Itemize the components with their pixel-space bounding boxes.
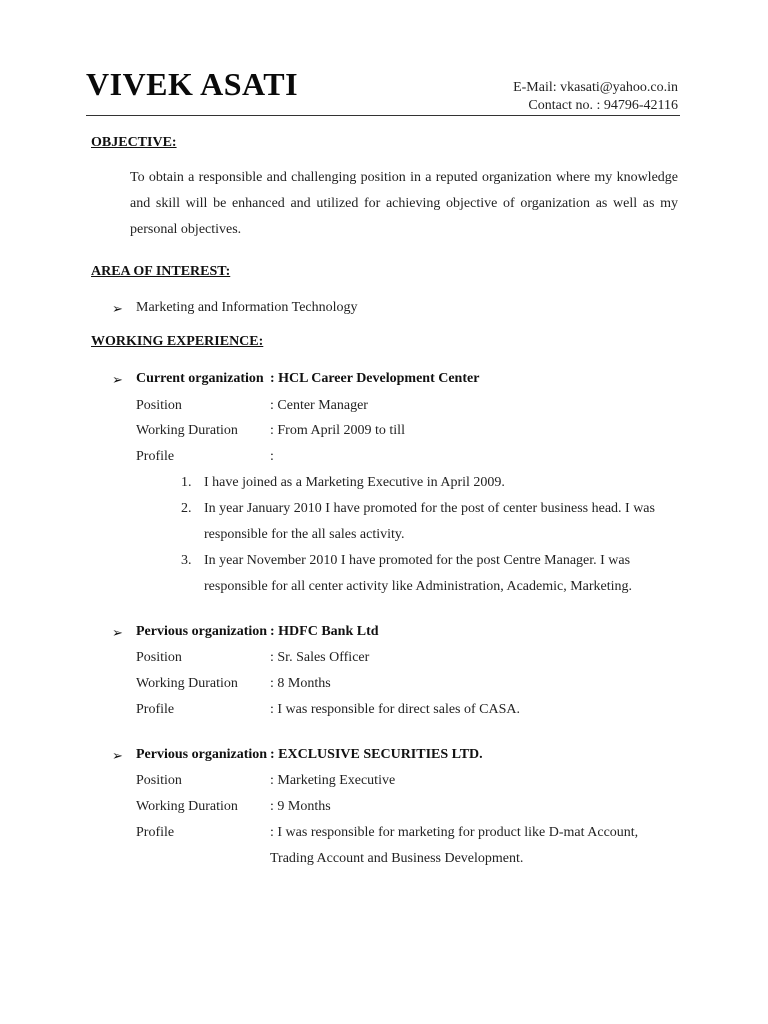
position-value: : Center Manager [270,398,368,413]
header-divider [86,115,680,116]
profile-value: : I was responsible for direct sales of CASA. [270,702,521,717]
objective-heading: OBJECTIVE: [91,135,177,150]
job-org-name: : EXCLUSIVE SECURITIES LTD. [270,747,483,762]
job-org-label: Current organization [136,371,264,386]
point-text: In year November 2010 I have promoted for the post Centre Manager. I was responsible for all center activity like Administration, Academic, Marketing. [204,553,633,594]
point-number: 2. [181,501,192,516]
profile-value: : [270,449,274,464]
duration-value: : From April 2009 to till [270,423,405,438]
contact-number: Contact no. : 94796-42116 [528,98,678,113]
candidate-name: VIVEK ASATI [86,66,299,102]
duration-value: : 8 Months [270,676,331,691]
position-label: Position [136,773,182,788]
interest-item: Marketing and Information Technology [136,300,358,315]
profile-label: Profile [136,702,175,717]
duration-label: Working Duration [136,799,238,814]
point-number: 3. [181,553,192,568]
objective-text: To obtain a responsible and challenging position in a reputed organization where my knowledge and skill will be enhanced and utilized for achieving objective of organization as well as my personal objectives. [130,170,678,237]
position-label: Position [136,398,182,413]
experience-heading: WORKING EXPERIENCE: [91,334,264,349]
duration-label: Working Duration [136,423,238,438]
arrow-bullet-icon: ➢ [112,372,123,387]
profile-label: Profile [136,449,175,464]
interest-heading: AREA OF INTEREST: [91,264,231,279]
position-label: Position [136,650,182,665]
profile-value-continued: Trading Account and Business Development. [270,851,524,866]
profile-label: Profile [136,825,175,840]
duration-label: Working Duration [136,676,238,691]
job-org-name: : HDFC Bank Ltd [270,624,379,639]
point-number: 1. [181,475,192,490]
arrow-bullet-icon: ➢ [112,748,123,763]
arrow-bullet-icon: ➢ [112,625,123,640]
job-org-label: Pervious organization [136,747,268,762]
job-org-name: : HCL Career Development Center [270,371,480,386]
job-org-label: Pervious organization [136,624,268,639]
profile-value: : I was responsible for marketing for product like D-mat Account, [270,825,639,840]
position-value: : Marketing Executive [270,773,396,788]
point-text: In year January 2010 I have promoted for the post of center business head. I was responsible for the all sales activity. [204,501,655,542]
email-line: E-Mail: vkasati@yahoo.co.in [513,80,678,95]
point-text: I have joined as a Marketing Executive in April 2009. [204,475,505,490]
duration-value: : 9 Months [270,799,331,814]
arrow-bullet-icon: ➢ [112,301,123,316]
position-value: : Sr. Sales Officer [270,650,370,665]
